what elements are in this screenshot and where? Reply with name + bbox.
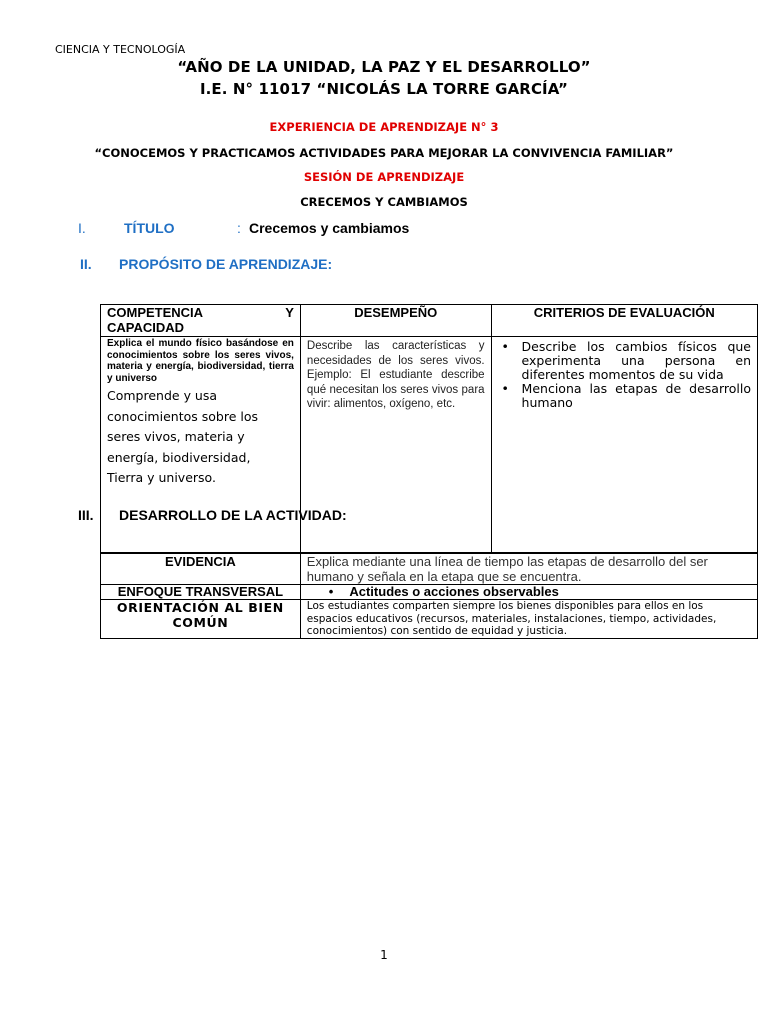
evidence-table bbox=[100, 553, 758, 639]
capacity-statement: Comprende y usa conocimientos sobre los seres vivos, materia y energía, biodiversidad, Tierra y universo. bbox=[107, 388, 258, 485]
evidence-label-cell: EVIDENCIA bbox=[101, 554, 301, 585]
approach-label-cell: ENFOQUE TRANSVERSAL bbox=[101, 585, 301, 600]
criterion-item: • Menciona las etapas de desarrollo humano bbox=[522, 382, 751, 410]
evidence-text-cell: Explica mediante una línea de tiempo las etapas de desarrollo del ser humano y señala en la etapa que se encuentra. bbox=[300, 554, 757, 585]
page-number: 1 bbox=[380, 948, 388, 962]
session-name: CRECEMOS Y CAMBIAMOS bbox=[300, 195, 468, 209]
approach-value-cell: • Actitudes o acciones observables bbox=[300, 585, 757, 600]
performance-text: Describe las características y necesidades de los seres vivos. Ejemplo: El estudiante describe qué necesitan los seres vivos para vivir: alimentos, oxígeno, etc. bbox=[306, 340, 485, 410]
experience-title: “CONOCEMOS Y PRACTICAMOS ACTIVIDADES PARA MEJORAR LA CONVIVENCIA FAMILIAR” bbox=[94, 146, 674, 160]
section-3-number: III. bbox=[78, 507, 94, 523]
section-2-label: PROPÓSITO DE APRENDIZAJE: bbox=[119, 256, 333, 272]
school-name: I.E. N° 11017 “NICOLÁS LA TORRE GARCÍA” bbox=[199, 80, 569, 98]
section-1-number: I. bbox=[78, 220, 86, 236]
criterion-item: • Describe los cambios físicos que experimenta una persona en diferentes momentos de su vida bbox=[522, 340, 751, 382]
experience-label: EXPERIENCIA DE APRENDIZAJE N° 3 bbox=[269, 120, 499, 134]
subject-area: CIENCIA Y TECNOLOGÍA bbox=[55, 43, 186, 56]
section-1-label: TÍTULO bbox=[124, 220, 175, 236]
bullet-icon: • bbox=[328, 584, 334, 599]
section-1-colon: : bbox=[237, 220, 241, 236]
session-title-value: Crecemos y cambiamos bbox=[249, 220, 410, 236]
header-criteria: CRITERIOS DE EVALUACIÓN bbox=[491, 305, 757, 337]
header-performance: DESEMPEÑO bbox=[300, 305, 491, 337]
section-2-number: II. bbox=[80, 256, 92, 272]
competence-statement: Explica el mundo físico basándose en conocimientos sobre los seres vivos, materia y energía, biodiversidad, tierra y universo bbox=[107, 338, 294, 384]
criteria-cell bbox=[491, 337, 757, 553]
header-competence: COMPETENCIA Y CAPACIDAD bbox=[101, 305, 301, 337]
section-3-label: DESARROLLO DE LA ACTIVIDAD: bbox=[119, 507, 347, 523]
year-motto: “AÑO DE LA UNIDAD, LA PAZ Y EL DESARROLLO” bbox=[177, 58, 591, 76]
session-label: SESIÓN DE APRENDIZAJE bbox=[303, 170, 465, 184]
common-good-text-cell: Los estudiantes comparten siempre los bienes disponibles para ellos en los espacios educativos (recursos, materiales, instalaciones, tiempo, actividades, conocimientos) con sentido de equidad y justicia. bbox=[300, 600, 757, 639]
common-good-label-cell: ORIENTACIÓN AL BIEN COMÚN bbox=[101, 600, 301, 639]
